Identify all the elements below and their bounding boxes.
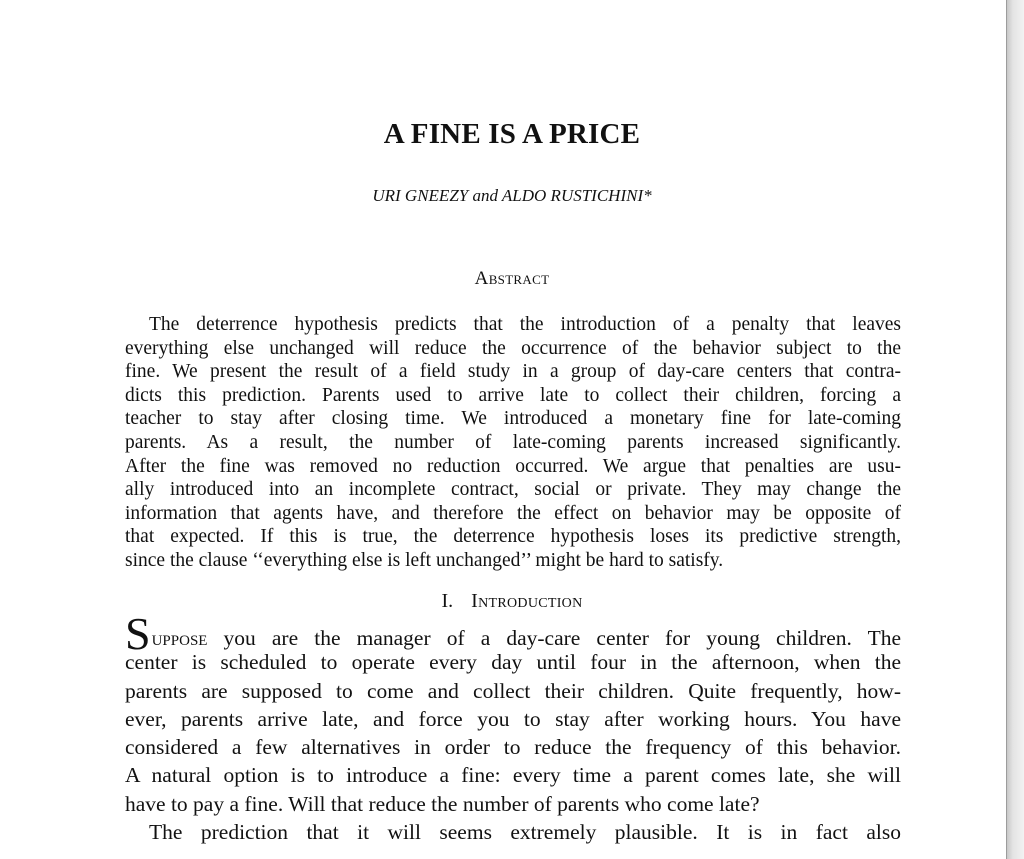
abstract-heading: Abstract bbox=[474, 268, 550, 289]
intro-line: considered a few alternatives in order to reduce the frequency of this behavior. bbox=[125, 735, 901, 760]
abstract-line: ally introduced into an incomplete contract, social or private. They may change the bbox=[125, 479, 901, 501]
abstract-line: The deterrence hypothesis predicts that the introduction of a penalty that leaves bbox=[149, 314, 901, 335]
section-heading bbox=[0, 590, 1024, 613]
abstract-line: that expected. If this is true, the deterrence hypothesis loses its predictive strength, bbox=[125, 526, 901, 548]
abstract-line: After the fine was removed no reduction occurred. We argue that penalties are usu- bbox=[125, 455, 901, 477]
section-number: I. bbox=[441, 590, 454, 612]
abstract-text bbox=[125, 313, 901, 573]
intro-line: A natural option is to introduce a fine: every time a parent comes late, she will bbox=[125, 763, 901, 788]
abstract-line: since the clause ‘‘everything else is left unchanged’’ might be hard to satisfy. bbox=[125, 549, 724, 571]
abstract-line: everything else unchanged will reduce the occurrence of the behavior subject to the bbox=[125, 337, 901, 359]
intro-line: parents are supposed to come and collect their children. Quite frequently, how- bbox=[125, 678, 901, 703]
intro-line: center is scheduled to operate every day until four in the afternoon, when the bbox=[125, 650, 901, 675]
intro-line: have to pay a fine. Will that reduce the number of parents who come late? bbox=[125, 791, 760, 816]
abstract-line: parents. As a result, the number of late-coming parents increased significantly. bbox=[125, 431, 901, 453]
intro-first-line-rest: you are the manager of a day-care center for young children. The bbox=[207, 626, 901, 650]
introduction-text bbox=[125, 608, 901, 846]
abstract-line: dicts this prediction. Parents used to arrive late to collect their children, forcing a bbox=[125, 384, 901, 406]
abstract-line: teacher to stay after closing time. We introduced a monetary fine for late-coming bbox=[125, 408, 901, 430]
intro-line: ever, parents arrive late, and force you to stay after working hours. You have bbox=[125, 706, 901, 731]
intro-smallcaps-word: uppose bbox=[151, 626, 208, 650]
paper-title: A FINE IS A PRICE bbox=[383, 118, 641, 150]
abstract-line: information that agents have, and therefore the effect on behavior may be opposite of bbox=[125, 502, 901, 524]
drop-cap: S bbox=[125, 608, 151, 659]
vertical-scrollbar[interactable] bbox=[1006, 0, 1024, 859]
section-title: Introduction bbox=[471, 590, 583, 612]
paper-authors: URI GNEEZY and ALDO RUSTICHINI* bbox=[372, 186, 652, 205]
intro-first-line bbox=[125, 608, 901, 659]
abstract-line: fine. We present the result of a field study in a group of day-care centers that contra- bbox=[125, 361, 901, 383]
intro-line: The prediction that it will seems extremely plausible. It is in fact also bbox=[149, 820, 901, 845]
